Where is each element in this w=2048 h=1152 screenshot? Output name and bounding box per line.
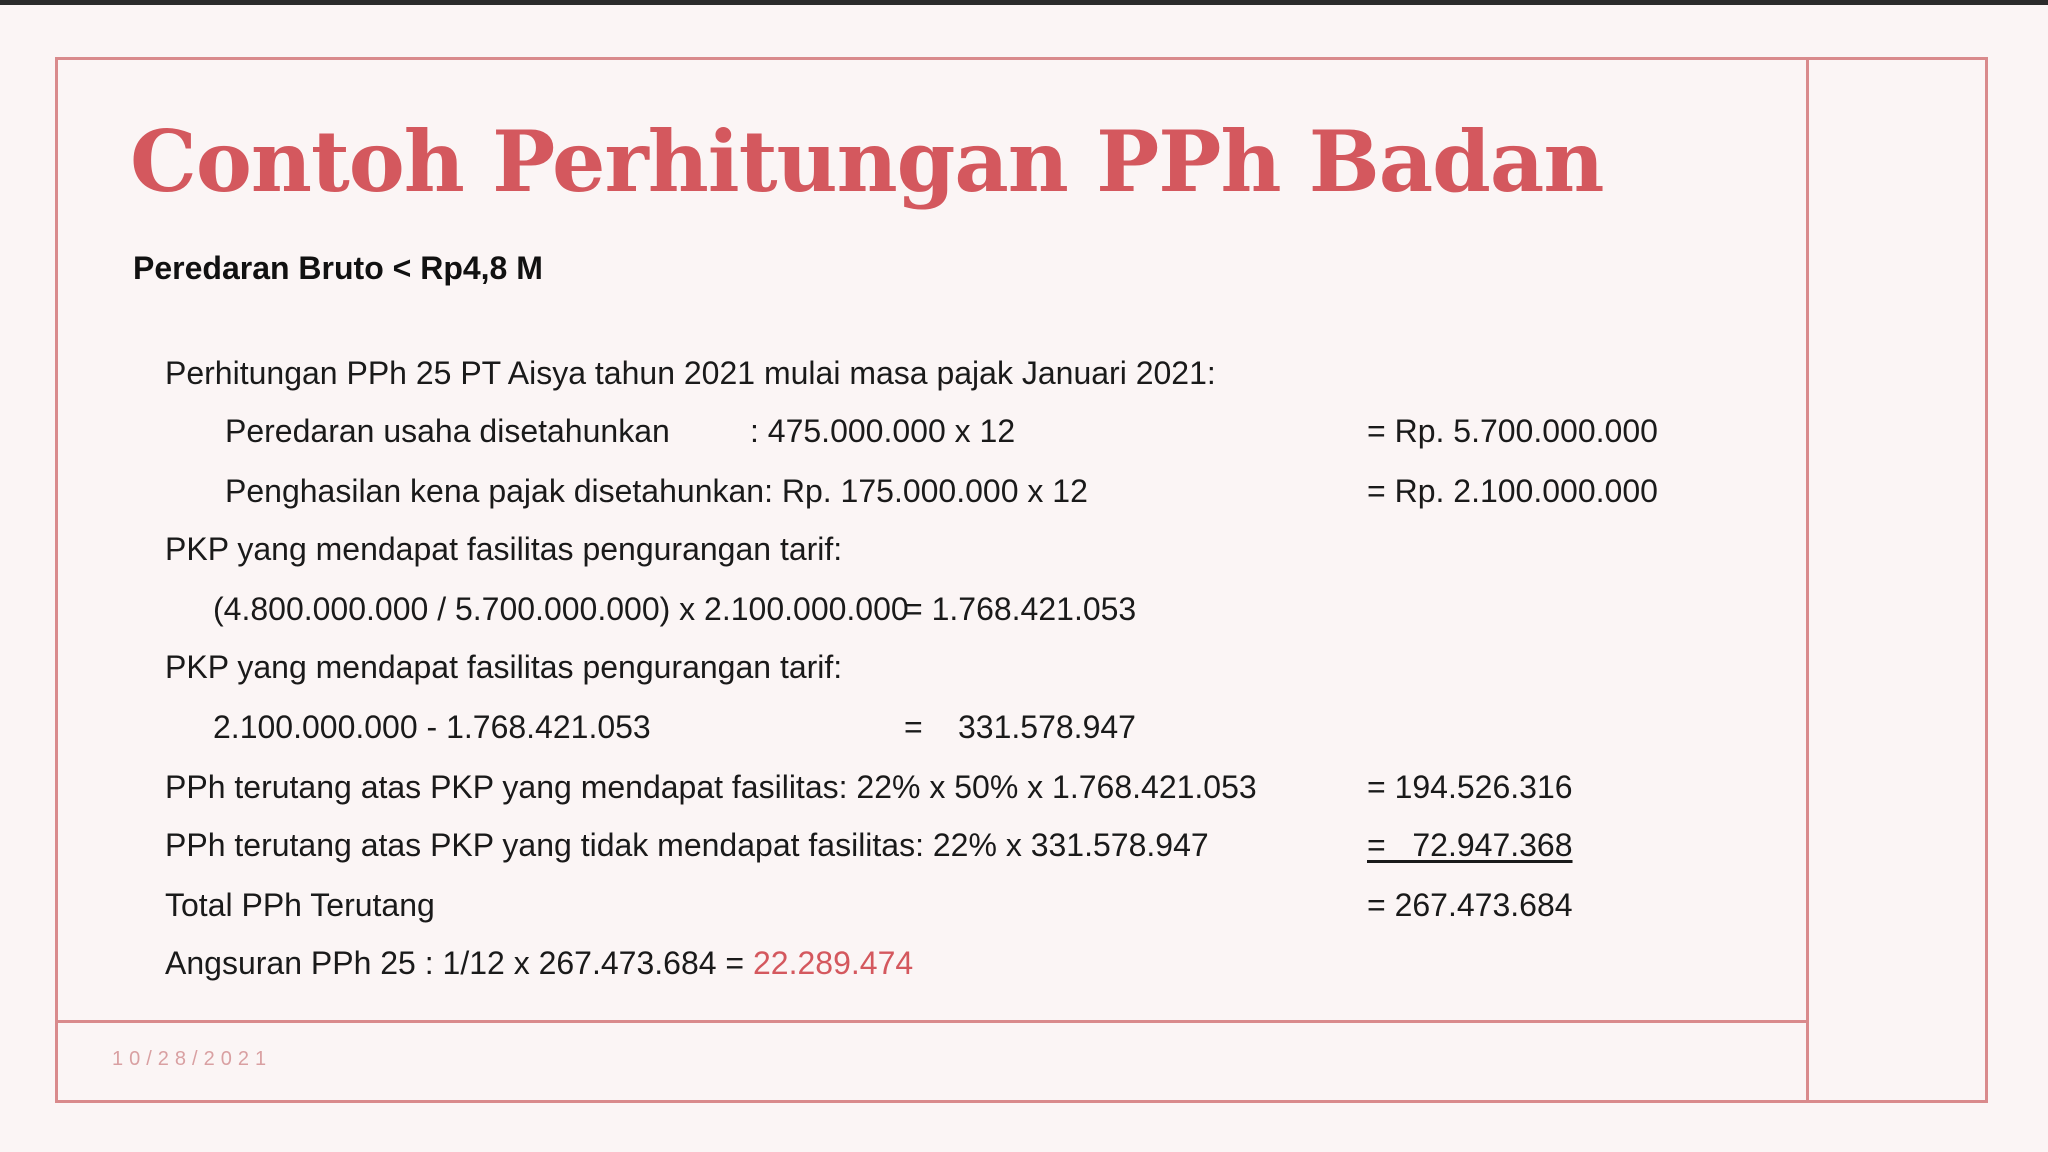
pkp-facility-result: = 1.768.421.053 xyxy=(904,591,1137,627)
side-divider xyxy=(1806,57,1809,1103)
footer-divider xyxy=(55,1020,1809,1023)
total-pph-label: Total PPh Terutang xyxy=(165,887,435,923)
installment-label: Angsuran PPh 25 : 1/12 x 267.473.684 = xyxy=(165,945,753,981)
intro-text: Perhitungan PPh 25 PT Aisya tahun 2021 mulai masa pajak Januari 2021: xyxy=(165,355,1216,391)
annual-taxable-income-result: = Rp. 2.100.000.000 xyxy=(1367,473,1658,509)
pkp-nonfacility-calc: 2.100.000.000 - 1.768.421.053 xyxy=(213,709,651,745)
footer-date: 10/28/2021 xyxy=(112,1048,273,1070)
pph-nonfacility-result: = 72.947.368 xyxy=(1367,827,1573,863)
total-pph-result: = 267.473.684 xyxy=(1367,887,1573,923)
pph-facility-result: = 194.526.316 xyxy=(1367,769,1573,805)
pkp-facility-heading: PKP yang mendapat fasilitas pengurangan tarif: xyxy=(165,531,843,567)
pph-facility-label: PPh terutang atas PKP yang mendapat fasilitas: 22% x 50% x 1.768.421.053 xyxy=(165,769,1257,805)
slide-title: Contoh Perhitungan PPh Badan xyxy=(130,112,1604,211)
annual-taxable-income-label: Penghasilan kena pajak disetahunkan: Rp. 175.000.000 x 12 xyxy=(225,473,1088,509)
annual-revenue-result: = Rp. 5.700.000.000 xyxy=(1367,413,1658,449)
pkp-facility-calc: (4.800.000.000 / 5.700.000.000) x 2.100.000.000 xyxy=(213,591,909,627)
annual-revenue-formula: : 475.000.000 x 12 xyxy=(750,413,1016,449)
pph-nonfacility-label: PPh terutang atas PKP yang tidak mendapat fasilitas: 22% x 331.578.947 xyxy=(165,827,1209,863)
pkp-nonfacility-result: 331.578.947 xyxy=(958,709,1136,745)
pkp-facility-heading-2: PKP yang mendapat fasilitas pengurangan tarif: xyxy=(165,649,843,685)
slide-subtitle: Peredaran Bruto < Rp4,8 M xyxy=(133,250,543,286)
pkp-nonfacility-equals: = xyxy=(904,709,923,745)
installment-value: 22.289.474 xyxy=(753,945,914,981)
annual-revenue-label: Peredaran usaha disetahunkan xyxy=(225,413,670,449)
installment-line xyxy=(165,945,913,982)
